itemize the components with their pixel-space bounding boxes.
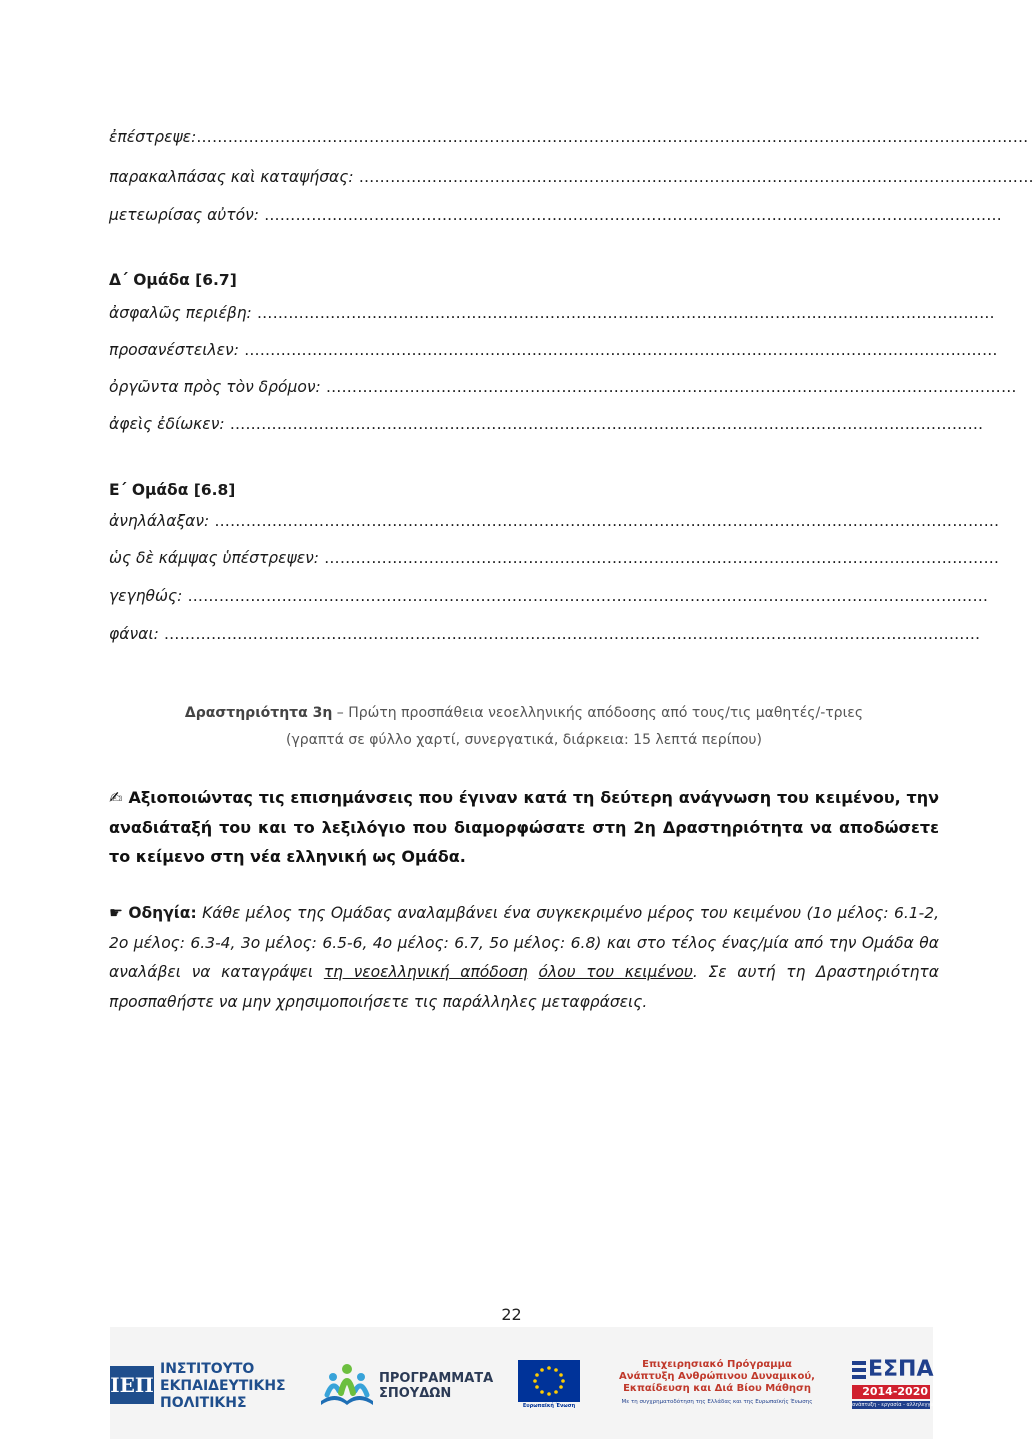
programs-logo: [317, 1359, 492, 1409]
instructions-text-2: . Σε αυτή τη Δραστηριότητα προσπαθήστε να μην χρησιμοποιήσετε τις παράλληλες μεταφράσεις.: [109, 963, 939, 1011]
espa-years: 2014-2020: [852, 1385, 930, 1399]
fill-line-meteorisas: [109, 205, 1002, 225]
programs-line1: ΠΡΟΓΡΑΜΜΑΤΑ: [379, 1371, 494, 1386]
task-text: Αξιοποιώντας τις επισημάνσεις που έγιναν κατά τη δεύτερη ανάγνωση του κειμένου, την αναδιάταξή του και το λεξιλόγιο που διαμορφώσατε στη 2η Δραστηριότητα να αποδώσετε το κείμενο στη νέα ελληνική ως Ομάδα.: [109, 788, 940, 866]
instructions-label: Οδηγία:: [128, 904, 197, 922]
pointing-hand-icon: ☛: [109, 904, 123, 922]
op-line2: Ανάπτυξη Ανθρώπινου Δυναμικού,: [619, 1371, 815, 1382]
fill-line-orgonta: [109, 377, 1017, 397]
term: παρακαλπάσας καὶ καταψήσας:: [109, 168, 354, 186]
term: φάναι:: [109, 625, 159, 643]
programs-line2: ΣΠΟΥΔΩΝ: [379, 1386, 452, 1401]
op-line1: Επιχειρησιακό Πρόγραμμα: [642, 1359, 792, 1370]
instructions-text-1: Κάθε μέλος της Ομάδας αναλαμβάνει ένα συγκεκριμένο μέρος του κειμένου (1ο μέλος: 6.1-2, 2ο μέλος: 6.3-4, 3ο μέλος: 6.5-6, 4ο μέλος: 6.7, 5ο μέλος: 6.8) και στο τέλος ένας/μία από την Ομάδα θα αναλάβει να καταγράψει: [109, 904, 939, 981]
iep-line2: ΕΚΠΑΙΔΕΥΤΙΚΗΣ: [160, 1378, 286, 1394]
blank-dots: …………………………………………………………………………………………………………………: [319, 549, 1000, 567]
blank-dots: ……………………………………………………………………………………………………………………………………………: [196, 128, 1029, 146]
blank-dots: ………………………………………………………………………………………………………………………………………: [182, 587, 989, 605]
fill-line-fanai: [109, 624, 981, 644]
blank-dots: ……………………………………………………………………………………………………………………………: [251, 304, 995, 322]
activity-label: Δραστηριότητα 3η: [184, 705, 333, 721]
eu-caption: Ευρωπαϊκή Ένωση: [522, 1403, 576, 1409]
blank-dots: …………………………………………………………………………………………………………………: [353, 168, 1034, 186]
fill-line-epestrepse: [109, 127, 1029, 147]
instructions-underline-2: όλου του κειμένου: [538, 963, 693, 981]
blank-dots: ………………………………………………………………………………………………………………………………: [224, 415, 984, 433]
fill-line-afeis: [109, 414, 984, 434]
op-logo: [606, 1359, 828, 1415]
activity-details: (γραπτά σε φύλλο χαρτί, συνεργατικά, διάρκεια: 15 λεπτά περίπου): [286, 732, 762, 748]
iep-logo: [110, 1359, 300, 1409]
iep-abbr: ΙΕΠ: [110, 1366, 154, 1404]
blank-dots: ……………………………………………………………………………………………………………………: [320, 378, 1017, 396]
blank-dots: …………………………………………………………………………………………………………………………………………: [158, 625, 981, 643]
activity-dash: –: [332, 705, 349, 721]
fill-line-gegithos: [109, 586, 989, 606]
term: ἀφεὶς ἐδίωκεν:: [109, 415, 225, 433]
fill-line-prosanesteilen: [109, 340, 998, 360]
activity-heading: [109, 700, 939, 727]
fill-line-kampsas: [109, 548, 1000, 568]
page-number: 22: [501, 1305, 522, 1324]
instructions-underline-1: τη νεοελληνική απόδοση: [323, 963, 528, 981]
footer-logos: [110, 1327, 937, 1439]
iep-line3: ΠΟΛΙΤΙΚΗΣ: [160, 1395, 247, 1411]
espa-logo: [852, 1357, 937, 1417]
term: προσανέστειλεν:: [109, 341, 239, 359]
task-paragraph: [109, 783, 939, 872]
blank-dots: ……………………………………………………………………………………………………………………………………: [209, 512, 1000, 530]
term: ὡς δὲ κάμψας ὑπέστρεψεν:: [109, 549, 320, 567]
op-line3: Εκπαίδευση και Διά Βίου Μάθηση: [623, 1383, 811, 1394]
iep-line1: ΙΝΣΤΙΤΟΥΤΟ: [160, 1361, 255, 1377]
programs-name: [379, 1371, 493, 1401]
fill-line-anilalaxan: [109, 511, 1000, 531]
term: ἀσφαλῶς περιέβη:: [109, 304, 252, 322]
fill-line-parakalpasas: [109, 167, 1034, 187]
blank-dots: ………………………………………………………………………………………………………………………………: [238, 341, 998, 359]
instructions-paragraph: [109, 899, 939, 1017]
blank-dots: ……………………………………………………………………………………………………………………………: [258, 206, 1002, 224]
eu-logo: [518, 1360, 580, 1414]
term: ἀνηλάλαξαν:: [109, 512, 210, 530]
espa-stripes-icon: [852, 1361, 866, 1381]
term: ὀργῶντα πρὸς τὸν δρόμον:: [109, 378, 321, 396]
book-people-icon: [317, 1361, 377, 1407]
espa-title: ΕΣΠΑ: [868, 1357, 934, 1382]
group-d-title: Δ΄ Ομάδα [6.7]: [109, 271, 237, 289]
term: μετεωρίσας αὐτόν:: [109, 206, 259, 224]
activity-description: Πρώτη προσπάθεια νεοελληνικής απόδοσης από τους/τις μαθητές/-τριες: [348, 705, 864, 721]
fill-line-asfalos: [109, 303, 995, 323]
term: ἐπέστρεψε:: [109, 128, 197, 146]
group-e-title: Ε΄ Ομάδα [6.8]: [109, 481, 236, 499]
writing-hand-icon: ✍: [109, 788, 123, 807]
eu-flag-icon: [518, 1360, 580, 1402]
op-line4: Με τη συγχρηματοδότηση της Ελλάδας και της Ευρωπαϊκής Ένωσης: [621, 1399, 813, 1405]
iep-name: [160, 1361, 286, 1412]
term: γεγηθώς:: [109, 587, 183, 605]
espa-tagline: ανάπτυξη - εργασία - αλληλεγγύη: [852, 1402, 937, 1408]
